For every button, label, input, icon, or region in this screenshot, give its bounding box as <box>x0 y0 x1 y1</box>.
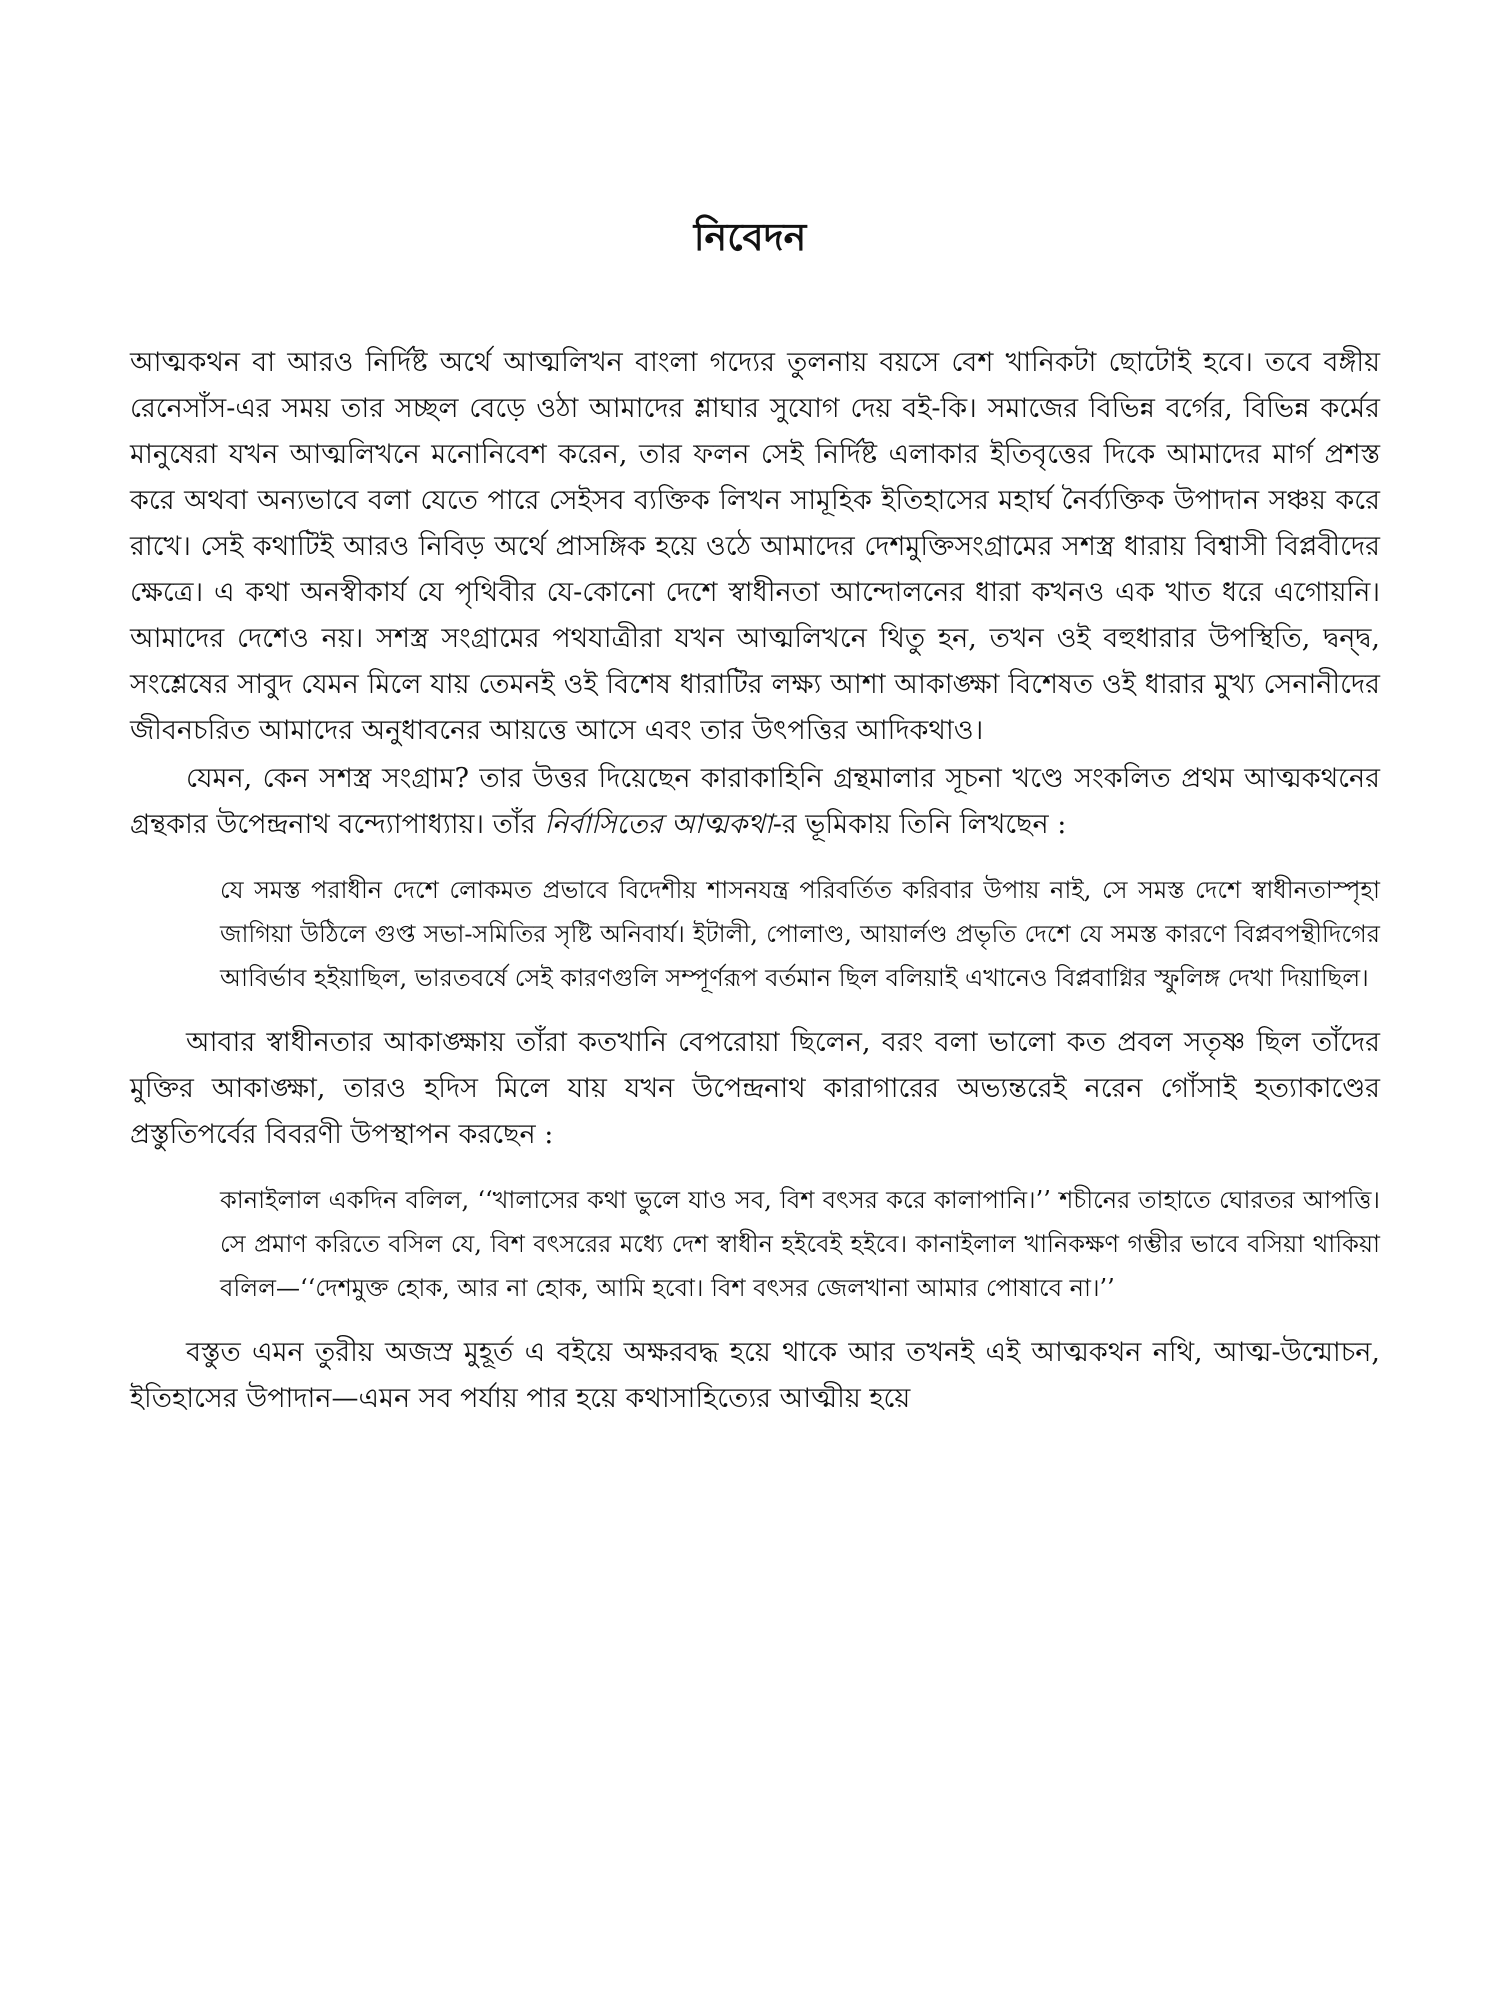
paragraph-1: আত্মকথন বা আরও নির্দিষ্ট অর্থে আত্মলিখন বাংলা গদ্যের তুলনায় বয়সে বেশ খানিকটা ছোটোই হবে। তবে বঙ্গীয় রেনেসাঁস-এর সময় তার সচ্ছল বেড়ে ওঠা আমাদের শ্লাঘার সুযোগ দেয় বই-কি। সমাজের বিভিন্ন বর্গের, বিভিন্ন কর্মের মানুষেরা যখন আত্মলিখনে মনোনিবেশ করেন, তার ফলন সেই নির্দিষ্ট এলাকার ইতিবৃত্তের দিকে আমাদের মার্গ প্রশস্ত করে অথবা অন্যভাবে বলা যেতে পারে সেইসব ব্যক্তিক লিখন সামূহিক ইতিহাসের মহার্ঘ নৈর্ব্যক্তিক উপাদান সঞ্চয় করে রাখে। সেই কথাটিই আরও নিবিড় অর্থে প্রাসঙ্গিক হয়ে ওঠে আমাদের দেশমুক্তিসংগ্রামের সশস্ত্র ধারায় বিশ্বাসী বিপ্লবীদের ক্ষেত্রে। এ কথা অনস্বীকার্য যে পৃথিবীর যে-কোনো দেশে স্বাধীনতা আন্দোলনের ধারা কখনও এক খাত ধরে এগোয়নি। আমাদের দেশেও নয়। সশস্ত্র সংগ্রামের পথযাত্রীরা যখন আত্মলিখনে থিতু হন, তখন ওই বহুধারার উপস্থিতি, দ্বন্দ্ব, সংশ্লেষের সাবুদ যেমন মিলে যায় তেমনই ওই বিশেষ ধারাটির লক্ষ্য আশা আকাঙ্ক্ষা বিশেষত ওই ধারার মুখ্য সেনানীদের জীবনচরিত আমাদের অনুধাবনের আয়ত্তে আসে এবং তার উৎপত্তির আদিকথাও। <box>130 347 1380 746</box>
block-quote-1: যে সমস্ত পরাধীন দেশে লোকমত প্রভাবে বিদেশীয় শাসনযন্ত্র পরিবর্তিত করিবার উপায় নাই, সে সমস্ত দেশে স্বাধীনতাস্পৃহা জাগিয়া উঠিলে গুপ্ত সভা-সমিতির সৃষ্টি অনিবার্য। ইটালী, পোলাণ্ড, আয়ার্লণ্ড প্রভৃতি দেশে যে সমস্ত কারণে বিপ্লবপন্থীদিগের আবির্ভাব হইয়াছিল, ভারতবর্ষে সেই কারণগুলি সম্পূর্ণরূপ বর্তমান ছিল বলিয়াই এখানেও বিপ্লবাগ্নির স্ফুলিঙ্গ দেখা দিয়াছিল। <box>220 876 1380 992</box>
page-title: নিবেদন <box>693 214 807 259</box>
body-text <box>130 340 1380 1424</box>
book-title-italic: নির্বাসিতের আত্মকথা <box>544 809 773 840</box>
paragraph-4: বস্তুত এমন তুরীয় অজস্র মুহূর্ত এ বইয়ে অক্ষরবদ্ধ হয়ে থাকে আর তখনই এই আত্মকথন নথি, আত্ম-উন্মোচন, ইতিহাসের উপাদান—এমন সব পর্যায় পার হয়ে কথাসাহিত্যের আত্মীয় হয়ে <box>130 1337 1380 1414</box>
paragraph-3: আবার স্বাধীনতার আকাঙ্ক্ষায় তাঁরা কতখানি বেপরোয়া ছিলেন, বরং বলা ভালো কত প্রবল সতৃষ্ণ ছিল তাঁদের মুক্তির আকাঙ্ক্ষা, তারও হদিস মিলে যায় যখন উপেন্দ্রনাথ কারাগারের অভ্যন্তরেই নরেন গোঁসাই হত্যাকাণ্ডের প্রস্তুতিপর্বের বিবরণী উপস্থাপন করছেন : <box>130 1027 1380 1150</box>
paragraph-2 <box>130 756 1380 848</box>
block-quote-2: কানাইলাল একদিন বলিল, ‘‘খালাসের কথা ভুলে যাও সব, বিশ বৎসর করে কালাপানি।’’ শচীনের তাহাতে ঘোরতর আপত্তি। সে প্রমাণ করিতে বসিল যে, বিশ বৎসরের মধ্যে দেশ স্বাধীন হইবেই হইবে। কানাইলাল খানিকক্ষণ গম্ভীর ভাবে বসিয়া থাকিয়া বলিল—‘‘দেশমুক্ত হোক, আর না হোক, আমি হবো। বিশ বৎসর জেলখানা আমার পোষাবে না।’’ <box>220 1186 1380 1302</box>
paragraph-2-text-after: -র ভূমিকায় তিনি লিখছেন : <box>772 809 1067 840</box>
paragraph-2-text-before: যেমন, কেন সশস্ত্র সংগ্রাম? তার উত্তর দিয়েছেন কারাকাহিনি গ্রন্থমালার সূচনা খণ্ডে সংকলিত প্রথম আত্মকথনের গ্রন্থকার উপেন্দ্রনাথ বন্দ্যোপাধ্যায়। তাঁর <box>130 763 1380 840</box>
